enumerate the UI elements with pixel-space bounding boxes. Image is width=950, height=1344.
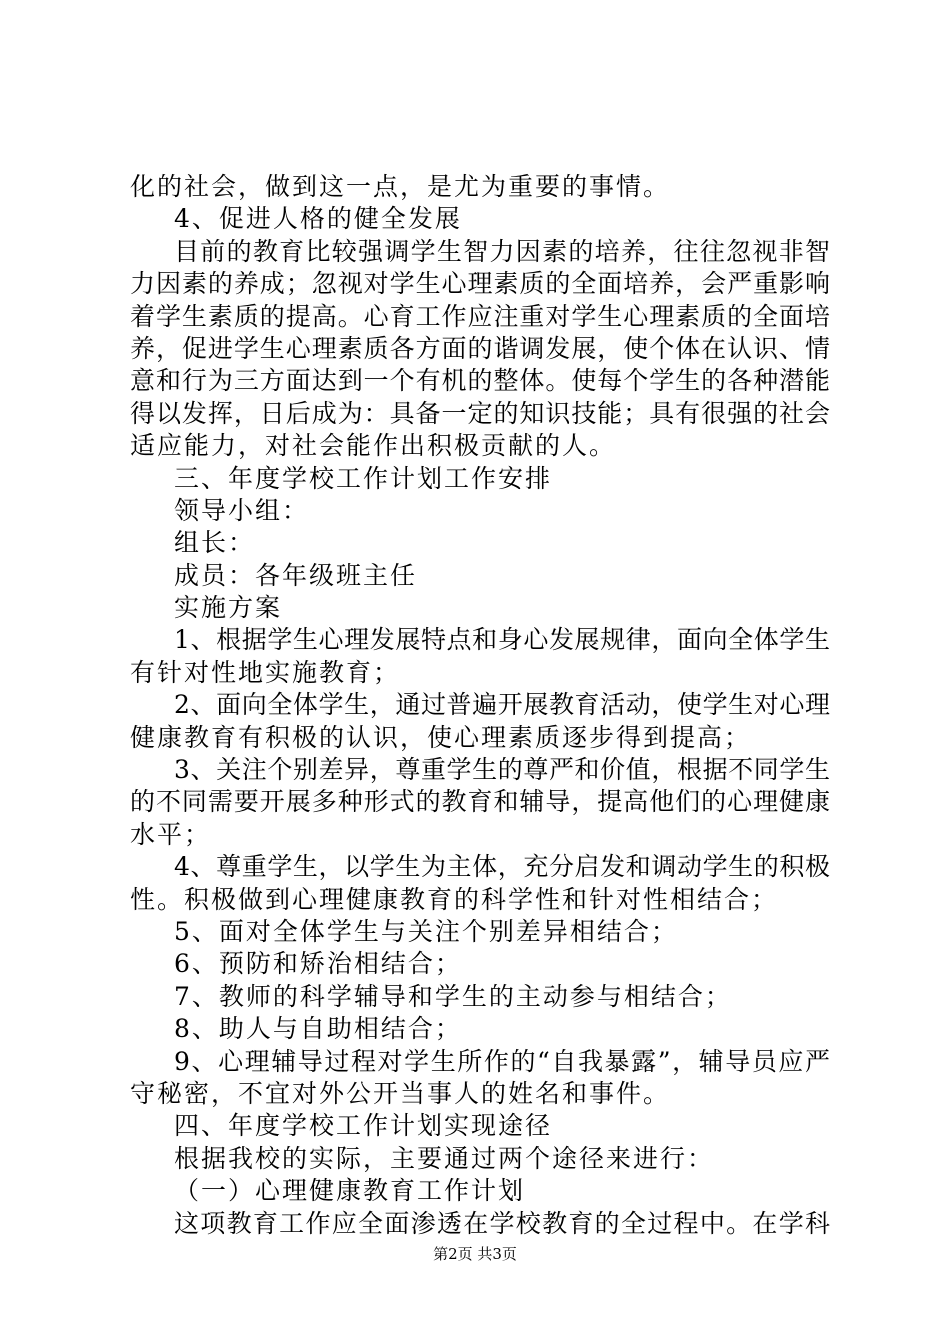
text-line: 5、面对全体学生与关注个别差异相结合；	[174, 916, 678, 946]
text-line: 性。积极做到心理健康教育的科学性和针对性相结合；	[130, 884, 779, 914]
text-line: 着学生素质的提高。心育工作应注重对学生心理素质的全面培	[130, 301, 830, 331]
page-footer: 第2页 共3页	[433, 1245, 517, 1263]
text-line: 4、尊重学生，以学生为主体，充分启发和调动学生的积极	[174, 852, 830, 882]
text-line: 目前的教育比较强调学生智力因素的培养，往往忽视非智	[174, 236, 830, 266]
text-line: 领导小组：	[174, 495, 310, 525]
text-line: 4、促进人格的健全发展	[174, 204, 462, 234]
text-line: 8、助人与自助相结合；	[174, 1014, 462, 1044]
text-line: 适应能力，对社会能作出积极贡献的人。	[130, 431, 617, 461]
text-line: 1、根据学生心理发展特点和身心发展规律，面向全体学生	[174, 625, 830, 655]
text-line: 9、心理辅导过程对学生所作的“自我暴露”，辅导员应严	[174, 1046, 830, 1076]
document-body	[130, 171, 830, 1240]
text-line: 化的社会，做到这一点，是尤为重要的事情。	[130, 172, 671, 201]
text-line: 2、面向全体学生，通过普遍开展教育活动，使学生对心理	[174, 690, 830, 720]
text-line: 养，促进学生心理素质各方面的谐调发展，使个体在认识、情	[130, 333, 830, 363]
text-line: 6、预防和矫治相结合；	[174, 949, 462, 979]
text-line: 意和行为三方面达到一个有机的整体。使每个学生的各种潜能	[130, 366, 830, 396]
text-line: 力因素的养成；忽视对学生心理素质的全面培养，会严重影响	[130, 269, 830, 299]
text-line: 水平；	[130, 819, 212, 849]
text-line: 三、年度学校工作计划工作安排	[174, 463, 553, 493]
text-line: 根据我校的实际，主要通过两个途径来进行：	[174, 1143, 715, 1173]
text-line: 3、关注个别差异，尊重学生的尊严和价值，根据不同学生	[174, 755, 830, 785]
text-line: 健康教育有积极的认识，使心理素质逐步得到提高；	[130, 722, 752, 752]
text-line: 成员：各年级班主任	[174, 560, 418, 590]
text-line: 四、年度学校工作计划实现途径	[174, 1111, 553, 1141]
text-line: （一）心理健康教育工作计划	[174, 1176, 526, 1206]
text-line: 守秘密，不宜对外公开当事人的姓名和事件。	[130, 1078, 671, 1108]
text-line: 有针对性地实施教育；	[130, 657, 401, 687]
text-line: 的不同需要开展多种形式的教育和辅导，提高他们的心理健康	[130, 787, 830, 817]
text-line: 组长：	[174, 528, 256, 558]
text-line: 得以发挥，日后成为：具备一定的知识技能；具有很强的社会	[130, 398, 830, 428]
text-line: 这项教育工作应全面渗透在学校教育的全过程中。在学科	[174, 1208, 830, 1238]
text-line: 7、教师的科学辅导和学生的主动参与相结合；	[174, 981, 732, 1011]
text-line: 实施方案	[174, 593, 283, 623]
